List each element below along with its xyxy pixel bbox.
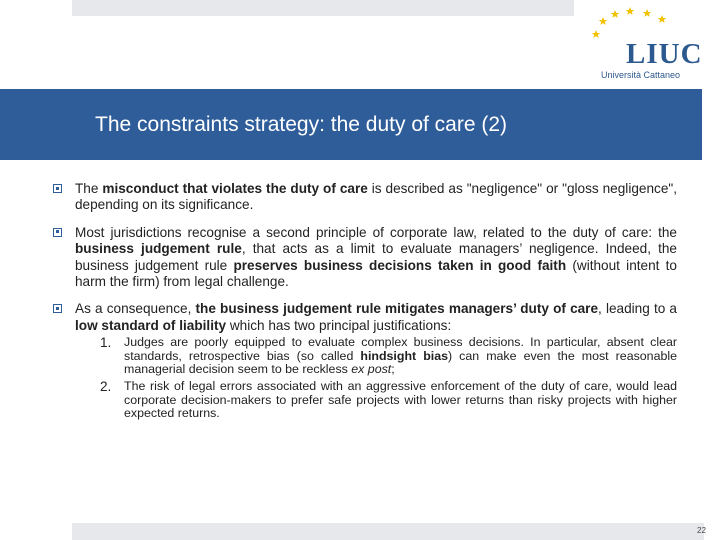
bullet-item <box>52 301 677 420</box>
slide-title: The constraints strategy: the duty of care (2) <box>95 113 508 136</box>
star-icon <box>643 9 652 17</box>
text-segment: The <box>75 181 103 196</box>
square-bullet-icon <box>53 304 62 313</box>
top-decor-bar <box>72 0 574 16</box>
text-segment-bold: misconduct that violates the duty of care <box>102 181 368 196</box>
square-bullet-icon <box>53 228 62 237</box>
liuc-logo <box>590 6 703 84</box>
text-segment: The risk of legal errors associated with an aggressive enforcement of the duty of care, would lead corporate decision-makers to prefer safe projects with lower returns than risky projects with higher expected returns. <box>124 379 677 421</box>
bottom-decor-bar <box>72 523 704 540</box>
list-number: 1. <box>100 335 112 351</box>
text-segment: , leading to a <box>598 301 677 317</box>
text-segment: ; <box>391 362 395 377</box>
text-segment: is described as "negligence" or "gloss negligence", depending on its significance. <box>75 181 677 213</box>
square-bullet-icon <box>53 184 62 193</box>
star-icon <box>592 30 601 38</box>
star-icon <box>658 15 667 23</box>
text-segment: (without intent to harm the firm) from legal challenge. <box>75 257 677 290</box>
numbered-list-item <box>100 335 677 377</box>
text-segment: As a consequence, <box>75 301 196 317</box>
text-segment: which has two principal justifications: <box>226 317 452 333</box>
star-icon <box>599 17 608 25</box>
star-icon <box>611 10 620 18</box>
numbered-list <box>75 336 677 421</box>
text-segment-bold: business judgement rule <box>75 241 242 257</box>
text-segment: Judges are poorly equipped to evaluate complex business decisions. In particular, absent clear standards, retrospective bias (so called <box>124 335 677 363</box>
bullet-item <box>52 181 677 214</box>
text-segment-bold: low standard of liability <box>75 317 227 333</box>
text-segment-bold: the business judgement rule mitigates managers’ duty of care <box>195 301 599 317</box>
page-number: 22 <box>697 526 706 535</box>
logo-subtitle: Università Cattaneo <box>601 70 681 80</box>
text-segment: ) can make even the most reasonable managerial decision seem to be reckless <box>124 348 677 377</box>
text-segment: , that acts as a limit to evaluate managers’ negligence. Indeed, the business judgement rule <box>75 241 677 273</box>
text-segment-italic: ex post <box>351 362 392 377</box>
bullet-item <box>52 225 677 291</box>
logo-text: LIUC <box>626 38 703 70</box>
text-segment: Most jurisdictions recognise a second principle of corporate law, related to the duty of care: the <box>75 224 677 240</box>
star-icon <box>626 7 635 15</box>
numbered-list-item <box>100 379 677 421</box>
slide-content <box>52 181 677 432</box>
list-number: 2. <box>100 379 112 395</box>
text-segment-bold: preserves business decisions taken in good faith <box>233 257 567 273</box>
text-segment-bold: hindsight bias <box>360 348 448 363</box>
